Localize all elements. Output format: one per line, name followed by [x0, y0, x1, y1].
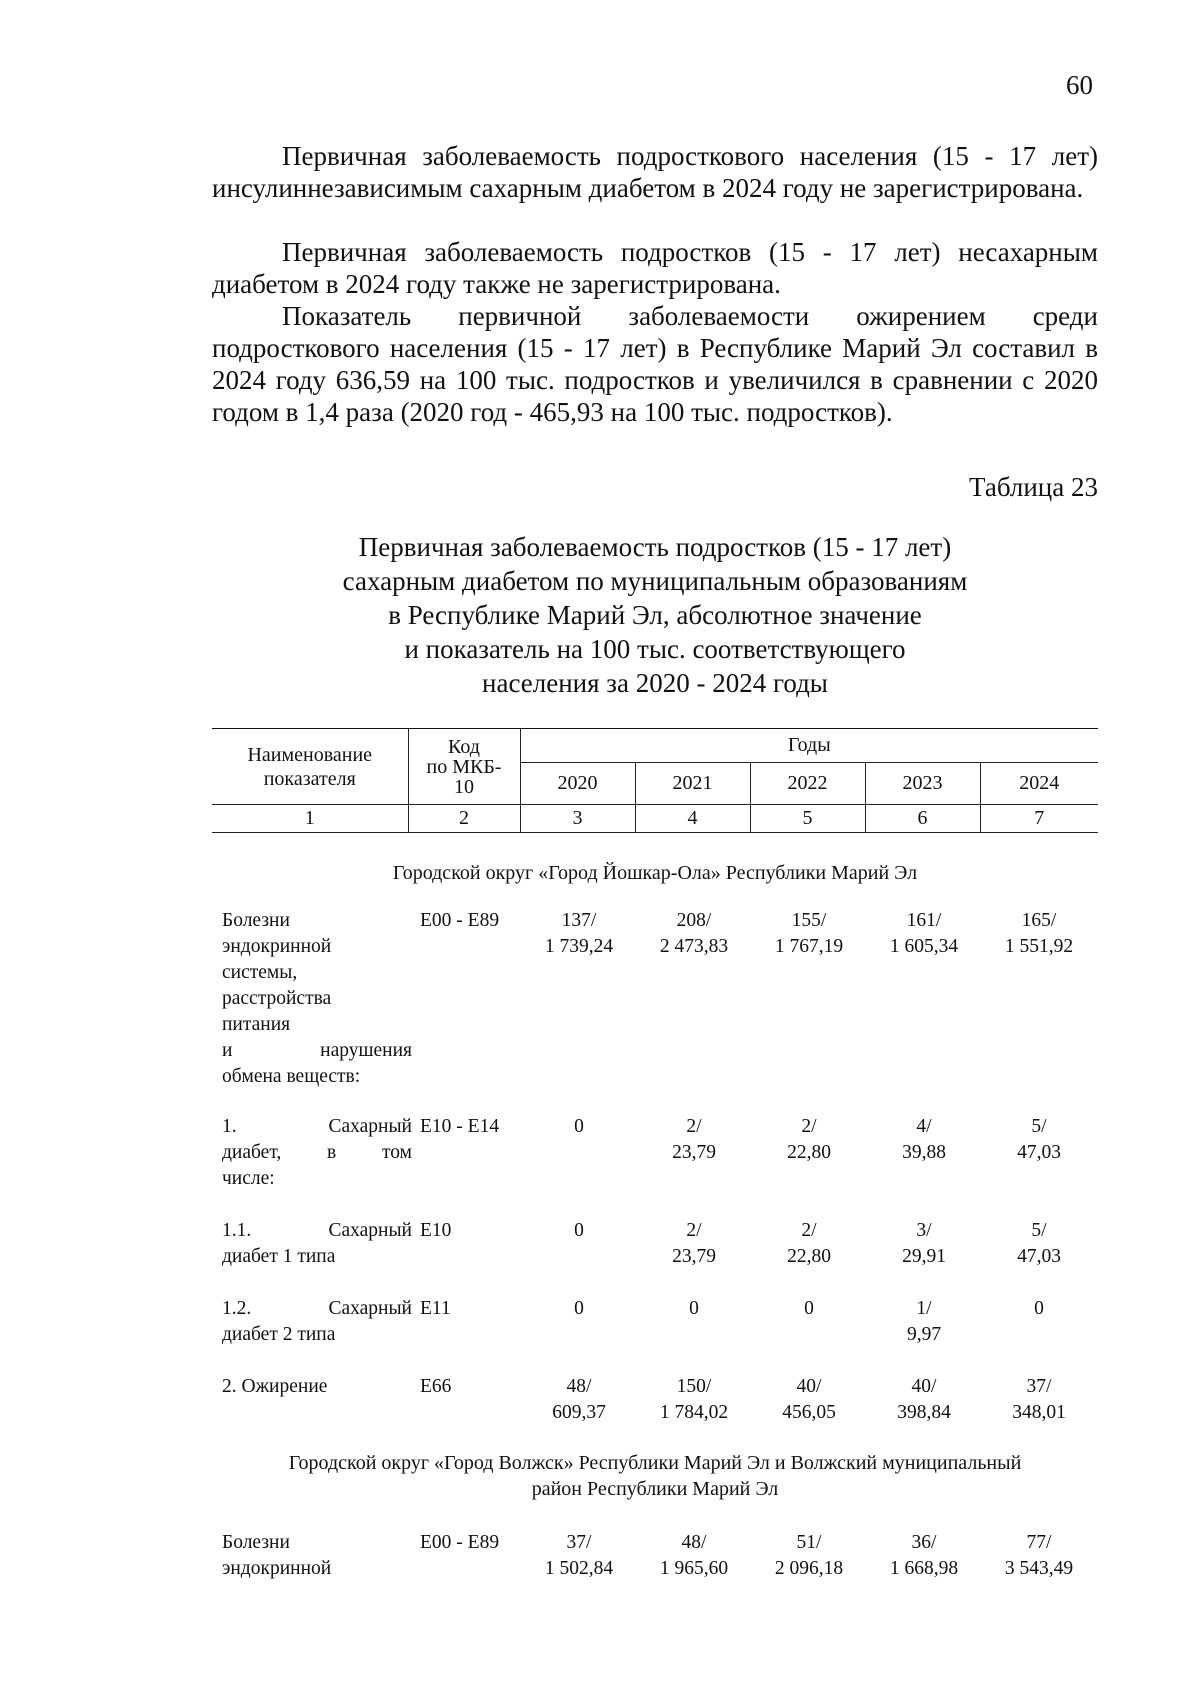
cell-value-line: 1 605,34 [889, 936, 959, 957]
cell-value-line: 0 [804, 1298, 814, 1319]
cell-2022 [754, 908, 864, 960]
cell-value-line: 47,03 [1017, 1142, 1061, 1163]
cell-2021 [639, 1374, 749, 1426]
row-name-line: числе: [222, 1168, 275, 1189]
header-year: 2021 [635, 763, 750, 805]
cell-value-line: 348,01 [1012, 1402, 1066, 1423]
row-name-line: диабет, в том [222, 1142, 412, 1163]
cell-value-line: 22,80 [787, 1246, 831, 1267]
cell-value-line: 1 551,92 [1004, 936, 1074, 957]
cell-2021 [639, 1114, 749, 1166]
row-code: E10 [420, 1220, 452, 1241]
cell-value-line: 5/ [1031, 1220, 1047, 1241]
cell-2022 [754, 1374, 864, 1426]
cell-2020 [524, 1374, 634, 1426]
row-code: E66 [420, 1376, 452, 1397]
section-title-line: район Республики Марий Эл [531, 1478, 779, 1500]
header-code-line: по МКБ- [426, 755, 502, 778]
cell-2021 [639, 1218, 749, 1270]
cell-value-line: 40/ [796, 1376, 822, 1397]
table-title-line: и показатель на 100 тыс. соответствующего [404, 634, 906, 664]
cell-2024 [984, 1296, 1094, 1322]
cell-value-line: 23,79 [672, 1246, 716, 1267]
row-name [222, 908, 412, 1090]
cell-value-line: 0 [574, 1116, 584, 1137]
cell-2023 [869, 1374, 979, 1426]
cell-2020 [524, 1530, 634, 1582]
cell-value-line: 1 965,60 [659, 1558, 729, 1579]
row-name-line: Болезни [222, 1532, 290, 1553]
cell-value-line: 2/ [686, 1220, 702, 1241]
section-title-line: Городской округ «Город Волжск» Республики Марий Эл и Волжский муниципальный [288, 1452, 1022, 1474]
row-name-line: Болезни [222, 910, 290, 931]
row-name-line: питания [222, 1014, 291, 1035]
row-name-line: эндокринной [222, 1558, 332, 1579]
row-code: E11 [420, 1298, 451, 1319]
cell-value-line: 51/ [796, 1532, 822, 1553]
row-name-line: эндокринной [222, 936, 332, 957]
header-code-line: 10 [454, 775, 474, 798]
paragraph-2: Первичная заболеваемость подростков (15 - 17 лет) несахарным диабетом в 2024 году также не зарегистрирована. [212, 237, 1098, 299]
table-caption: Таблица 23 [969, 472, 1098, 502]
cell-value-line: 1 767,19 [774, 936, 844, 957]
cell-value-line: 3 543,49 [1004, 1558, 1074, 1579]
header-year: 2024 [980, 763, 1098, 805]
cell-value-line: 150/ [676, 1376, 712, 1397]
table-header [212, 728, 1098, 833]
cell-value-line: 37/ [566, 1532, 592, 1553]
cell-2023 [869, 1114, 979, 1166]
cell-value-line: 0 [1034, 1298, 1044, 1319]
cell-value-line: 2 473,83 [659, 936, 729, 957]
row-name-line: системы, [222, 962, 298, 983]
cell-value-line: 609,37 [552, 1402, 606, 1423]
row-name-line: и нарушения [222, 1040, 412, 1061]
cell-2022 [754, 1296, 864, 1322]
cell-value-line: 161/ [906, 910, 942, 931]
row-name [222, 1114, 412, 1192]
cell-2023 [869, 908, 979, 960]
header-col-number: 1 [212, 805, 408, 833]
cell-value-line: 208/ [676, 910, 712, 931]
cell-2024 [984, 908, 1094, 960]
table-title-line: населения за 2020 - 2024 годы [482, 668, 828, 698]
table-title-line: сахарным диабетом по муниципальным образованиям [342, 566, 968, 596]
row-name-line: диабет 1 типа [222, 1246, 336, 1267]
row-name [222, 1530, 412, 1582]
cell-value-line: 137/ [561, 910, 597, 931]
cell-value-line: 456,05 [782, 1402, 836, 1423]
cell-value-line: 36/ [911, 1532, 937, 1553]
table-title-line: Первичная заболеваемость подростков (15 - 17 лет) [358, 532, 952, 562]
row-name-line: 1.1. Сахарный [222, 1220, 412, 1241]
cell-value-line: 23,79 [672, 1142, 716, 1163]
cell-value-line: 2/ [686, 1116, 702, 1137]
cell-value-line: 22,80 [787, 1142, 831, 1163]
header-name-cell [212, 729, 408, 805]
cell-2023 [869, 1296, 979, 1348]
row-name [222, 1218, 412, 1270]
cell-value-line: 9,97 [906, 1324, 942, 1345]
row-code: E00 - E89 [420, 910, 500, 931]
cell-2021 [639, 908, 749, 960]
header-name-line: Наименование [247, 743, 373, 766]
row-code: E10 - E14 [420, 1116, 500, 1137]
cell-value-line: 77/ [1026, 1532, 1052, 1553]
cell-value-line: 39,88 [902, 1142, 946, 1163]
row-name [222, 1374, 412, 1400]
row-name [222, 1296, 412, 1348]
header-col-number: 4 [635, 805, 750, 833]
cell-2024 [984, 1530, 1094, 1582]
cell-value-line: 398,84 [897, 1402, 951, 1423]
page-number: 60 [1066, 70, 1093, 100]
header-year: 2020 [520, 763, 635, 805]
paragraph-1: Первичная заболеваемость подросткового населения (15 - 17 лет) инсулиннезависимым сахарным диабетом в 2024 году не зарегистрирована. [212, 141, 1098, 203]
cell-2021 [639, 1530, 749, 1582]
row-name-line: диабет 2 типа [222, 1324, 336, 1345]
row-name-line: 2. Ожирение [222, 1376, 328, 1397]
cell-2022 [754, 1218, 864, 1270]
table-title-line: в Республике Марий Эл, абсолютное значение [388, 600, 922, 630]
paragraph-3: Показатель первичной заболеваемости ожирением среди подросткового населения (15 - 17 лет) в Республике Марий Эл составил в 2024 году 636,59 на 100 тыс. подростков и увеличился в сравнении с 2020 годом в 1,4 раза (2020 год - 465,93 на 100 тыс. подростков). [212, 301, 1098, 427]
cell-value-line: 29,91 [902, 1246, 946, 1267]
row-code: E00 - E89 [420, 1532, 500, 1553]
cell-value-line: 2/ [801, 1220, 817, 1241]
cell-2021 [639, 1296, 749, 1322]
row-name-line: обмена веществ: [222, 1066, 361, 1087]
cell-2024 [984, 1114, 1094, 1166]
cell-2020 [524, 1114, 634, 1140]
row-name-line: 1.2. Сахарный [222, 1298, 412, 1319]
header-name-line: показателя [263, 767, 356, 790]
cell-value-line: 0 [574, 1220, 584, 1241]
cell-value-line: 1 784,02 [659, 1402, 729, 1423]
cell-value-line: 40/ [911, 1376, 937, 1397]
cell-2024 [984, 1218, 1094, 1270]
header-col-number: 2 [408, 805, 520, 833]
cell-value-line: 4/ [916, 1116, 932, 1137]
header-years-label: Годы [520, 729, 1098, 763]
header-code-cell [408, 729, 520, 805]
cell-2020 [524, 908, 634, 960]
row-name-line: 1. Сахарный [222, 1116, 412, 1137]
header-year: 2022 [750, 763, 865, 805]
cell-value-line: 0 [574, 1298, 584, 1319]
cell-value-line: 1 668,98 [889, 1558, 959, 1579]
cell-value-line: 5/ [1031, 1116, 1047, 1137]
table-title [212, 530, 1098, 700]
row-name-line: расстройства [222, 988, 332, 1009]
cell-value-line: 0 [689, 1298, 699, 1319]
cell-2022 [754, 1530, 864, 1582]
cell-value-line: 1 502,84 [544, 1558, 614, 1579]
cell-value-line: 2/ [801, 1116, 817, 1137]
section-title: Городской округ «Город Йошкар-Ола» Республики Марий Эл [392, 862, 918, 884]
cell-2023 [869, 1530, 979, 1582]
cell-value-line: 1/ [916, 1298, 932, 1319]
cell-value-line: 2 096,18 [774, 1558, 844, 1579]
cell-2020 [524, 1296, 634, 1322]
header-col-number: 5 [750, 805, 865, 833]
cell-2022 [754, 1114, 864, 1166]
cell-value-line: 47,03 [1017, 1246, 1061, 1267]
cell-value-line: 155/ [791, 910, 827, 931]
cell-value-line: 1 739,24 [544, 936, 614, 957]
cell-2024 [984, 1374, 1094, 1426]
cell-value-line: 3/ [916, 1220, 932, 1241]
section-title [212, 1450, 1098, 1502]
header-col-number: 7 [980, 805, 1098, 833]
cell-2020 [524, 1218, 634, 1244]
cell-2023 [869, 1218, 979, 1270]
cell-value-line: 48/ [681, 1532, 707, 1553]
cell-value-line: 37/ [1026, 1376, 1052, 1397]
cell-value-line: 48/ [566, 1376, 592, 1397]
header-col-number: 6 [865, 805, 980, 833]
header-col-number: 3 [520, 805, 635, 833]
cell-value-line: 165/ [1021, 910, 1057, 931]
header-code-line: Код [448, 735, 480, 758]
header-year: 2023 [865, 763, 980, 805]
